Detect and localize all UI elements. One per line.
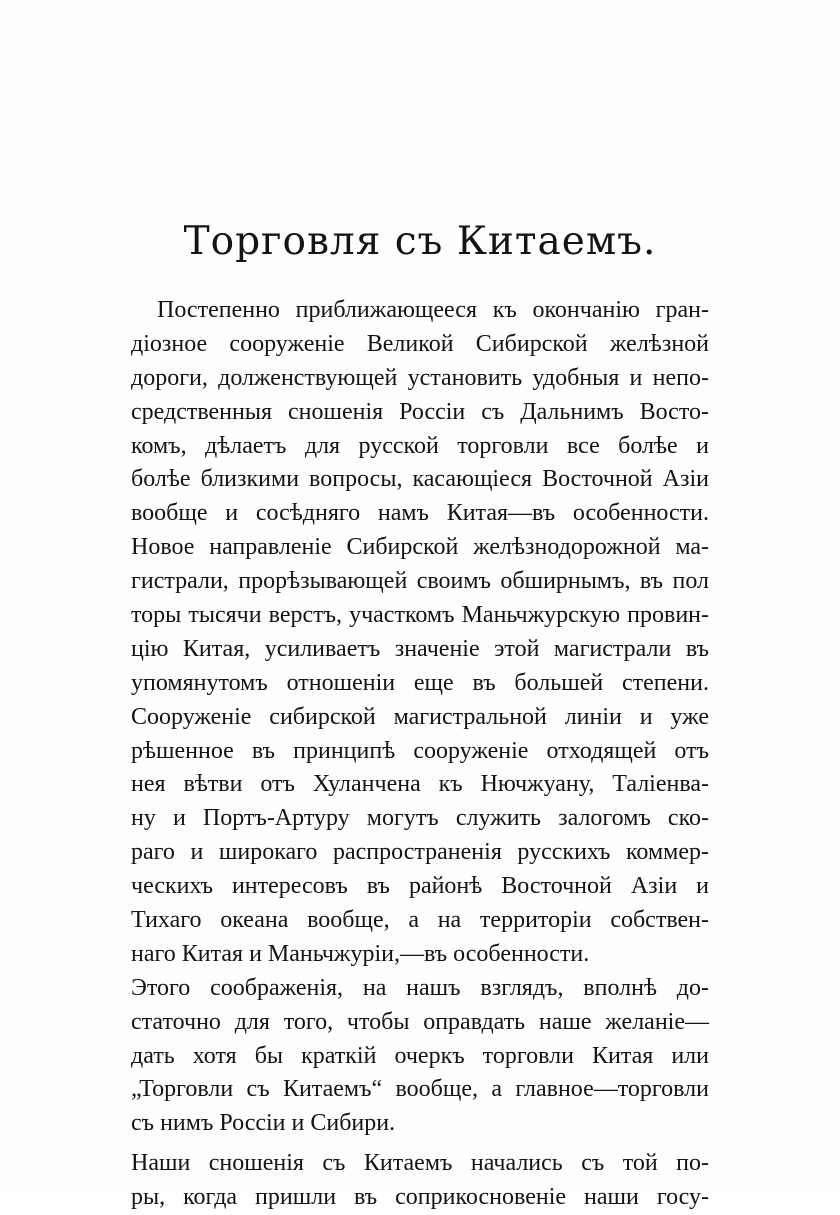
text-line: Наши сношенія съ Китаемъ начались съ той по- [131,1150,709,1177]
paragraph-2 [131,972,709,1141]
text-line: вообще и сосѣдняго намъ Китая—въ особенности. [131,500,709,527]
text-line: съ нимъ Россіи и Сибири. [131,1110,396,1137]
text-line: статочно для того, чтобы оправдать наше желаніе— [131,1008,709,1035]
text-line: ческихъ интересовъ въ районѣ Восточной Азіи и [131,873,709,900]
text-line: цію Китая, усиливаетъ значеніе этой магистрали въ [131,635,709,662]
text-line: Новое направленіе Сибирской желѣзнодорожной ма- [131,534,709,561]
text-line: комъ, дѣлаетъ для русской торговли все болѣе и [131,432,709,459]
text-line: Сооруженіе сибирской магистральной линіи и уже [131,703,709,730]
text-line: Постепенно приближающееся къ окончанію гран- [157,297,709,323]
text-line: рѣшенное въ принципѣ сооруженіе отходящей отъ [131,737,709,764]
chapter-title: Торговля съ Китаемъ. [183,219,657,264]
text-line: раго и широкаго распространенія русскихъ коммер- [131,839,709,866]
text-line: наго Китая и Маньчжуріи,—въ особенности. [131,940,590,967]
text-line: торы тысячи верстъ, участкомъ Маньчжурскую провин- [131,602,709,629]
text-line: нея вѣтви отъ Хуланчена къ Нючжуану, Таліенва- [131,771,709,798]
text-line: Тихаго океана вообще, а на территоріи собствен- [131,907,709,934]
paragraph-3 [131,1147,709,1215]
text-line: болѣе близкими вопросы, касающіеся Восточной Азіи [131,466,709,493]
text-line: діозное сооруженіе Великой Сибирской желѣзной [131,330,709,357]
text-line: гистрали, прорѣзывающей своимъ обширнымъ, въ пол [131,568,709,595]
text-line: упомянутомъ отношеніи еще въ большей степени. [131,669,709,696]
text-line: „Торговли съ Китаемъ“ вообще, а главное—торговли [131,1076,709,1103]
text-line: ну и Портъ-Артуру могутъ служить залогомъ ско- [131,805,709,832]
body-text [131,294,709,1215]
text-line: средственныя сношенія Россіи съ Дальнимъ Восто- [131,398,709,425]
text-line: ры, когда пришли въ соприкосновеніе наши госу- [131,1184,709,1211]
text-line: Этого соображенія, на нашъ взглядъ, вполнѣ до- [131,974,709,1001]
text-line: дороги, долженствующей установить удобныя и непо- [131,364,709,391]
text-line: дать хотя бы краткій очеркъ торговли Китая или [131,1042,709,1069]
paragraph-1 [131,294,709,972]
